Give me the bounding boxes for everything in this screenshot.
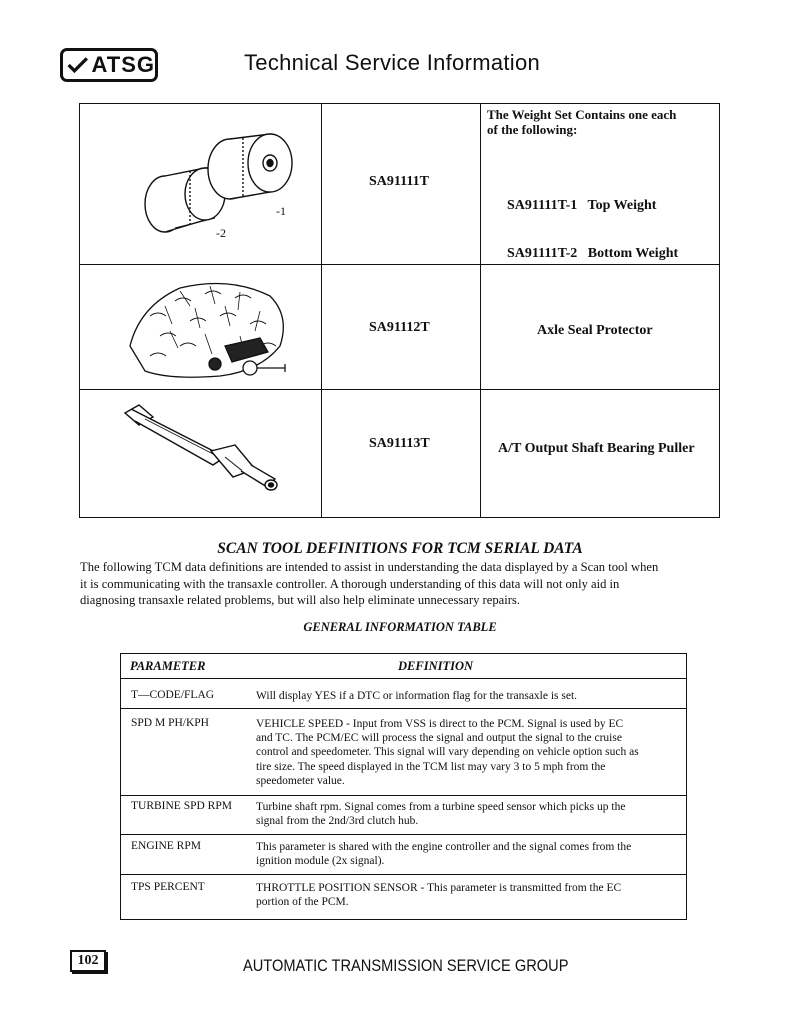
table-row-parameter: TURBINE SPD RPM xyxy=(131,800,232,812)
table-row-definition xyxy=(256,840,676,868)
page-title: Technical Service Information xyxy=(244,50,541,75)
table-row-parameter: TPS PERCENT xyxy=(131,881,205,893)
component-line: SA91111T-2 Bottom Weight xyxy=(507,246,679,261)
table-row-definition xyxy=(256,881,676,909)
definition-line: signal from the 2nd/3rd clutch hub. xyxy=(256,815,419,828)
part-components xyxy=(507,166,678,294)
axle-seal-protector-bag-illustration xyxy=(120,276,300,386)
table-row-definition xyxy=(256,800,676,828)
definition-line: Turbine shaft rpm. Signal comes from a turbine speed sensor which picks up the xyxy=(256,801,626,813)
general-information-table xyxy=(120,653,687,920)
footer-text: AUTOMATIC TRANSMISSION SERVICE GROUP xyxy=(243,956,569,975)
table-row-parameter: T—CODE/FLAG xyxy=(131,689,215,701)
parameter-header: PARAMETER xyxy=(130,659,206,673)
definition-line: and TC. The PCM/EC will process the signal and output the signal to the cruise xyxy=(256,732,622,745)
definition-line: ignition module (2x signal). xyxy=(256,855,385,868)
definition-line: control and speedometer. This signal will vary depending on vehicle option such as xyxy=(256,746,639,759)
definition-line: Will display YES if a DTC or information flag for the transaxle is set. xyxy=(256,690,578,702)
definition-line: THROTTLE POSITION SENSOR - This parameter is transmitted from the EC xyxy=(256,882,622,894)
page-number: 102 xyxy=(70,950,106,972)
part-description xyxy=(487,107,676,137)
intro-line: diagnosing transaxle related problems, but will also help eliminate unnecessary repairs. xyxy=(80,593,520,607)
component-line: SA91111T-1 Top Weight xyxy=(507,198,657,213)
definition-line: speedometer value. xyxy=(256,774,345,787)
description-line: of the following: xyxy=(487,122,578,137)
part-description: A/T Output Shaft Bearing Puller xyxy=(498,441,695,456)
definition-line: portion of the PCM. xyxy=(256,896,349,909)
definition-line: This parameter is shared with the engine controller and the signal comes from the xyxy=(256,841,632,853)
parts-table xyxy=(79,103,720,518)
callout-top-weight: -1 xyxy=(276,204,286,218)
table-row-parameter: ENGINE RPM xyxy=(131,840,201,852)
table-row-definition xyxy=(256,689,676,703)
description-line: The Weight Set Contains one each xyxy=(487,107,677,122)
part-number: SA91113T xyxy=(369,436,430,451)
atsg-logo xyxy=(60,48,158,82)
definition-header: DEFINITION xyxy=(398,659,474,673)
part-description: Axle Seal Protector xyxy=(537,323,653,338)
part-number: SA91111T xyxy=(369,174,429,189)
definition-line: tire size. The speed displayed in the TCM list may vary 3 to 5 mph from the xyxy=(256,760,606,773)
table-title: GENERAL INFORMATION TABLE xyxy=(303,620,497,634)
intro-paragraph xyxy=(80,559,720,609)
part-number: SA91112T xyxy=(369,320,430,335)
intro-line: The following TCM data definitions are intended to assist in understanding the data displayed by a Scan tool when xyxy=(80,560,659,574)
section-title: SCAN TOOL DEFINITIONS FOR TCM SERIAL DATA xyxy=(217,540,583,557)
table-row-parameter: SPD M PH/KPH xyxy=(131,717,209,729)
definition-line: VEHICLE SPEED - Input from VSS is direct to the PCM. Signal is used by EC xyxy=(256,718,624,730)
bearing-puller-illustration xyxy=(115,399,295,499)
table-row-definition xyxy=(256,717,676,788)
callout-bottom-weight: -2 xyxy=(216,226,226,240)
logo-text: ATSG xyxy=(91,52,155,77)
intro-line: it is communicating with the transaxle controller. A thorough understanding of this data will not only aid in xyxy=(80,576,620,591)
checkmark-icon xyxy=(67,55,89,75)
